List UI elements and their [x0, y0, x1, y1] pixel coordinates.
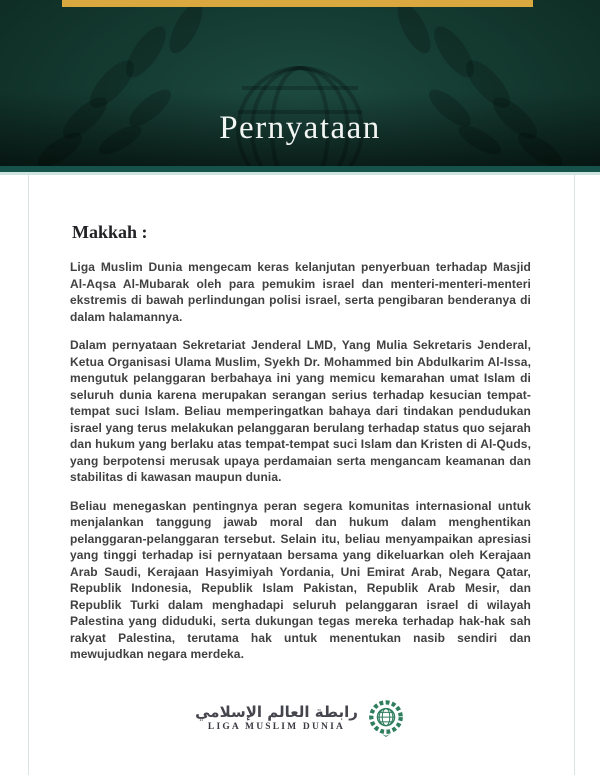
right-margin-rule: [574, 175, 575, 775]
page-title: Pernyataan: [219, 110, 381, 146]
organization-arabic-name: رابطة العالم الإسلامي: [195, 703, 358, 722]
left-margin-rule: [28, 175, 29, 775]
organization-latin-name: LIGA MUSLIM DUNIA: [207, 722, 346, 733]
header-banner: [0, 0, 600, 166]
gold-accent-bar: [62, 0, 533, 7]
globe-wreath-emblem-icon: [367, 699, 405, 739]
header-mint-line: [0, 172, 600, 175]
statement-paragraph: Dalam pernyataan Sekretariat Jenderal LMD, Yang Mulia Sekretaris Jenderal, Ketua Organisasi Ulama Muslim, Syekh Dr. Mohammed bin Abdulkarim Al-Issa, mengutuk pelanggaran berbahaya ini yang memicu kemarahan umat Islam di seluruh dunia karena merupakan serangan serius terhadap kesucian tempat-tempat suci Islam. Beliau memperingatkan bahaya dari tindakan pendudukan israel yang terus melakukan pelanggaran berulang terhadap status quo sejarah dan hukum yang berlaku atas tempat-tempat suci Islam dan Kristen di Al-Quds, yang berpotensi merusak upaya perdamaian serta mengancam keamanan dan stabilitas di kawasan maupun dunia.: [70, 338, 531, 484]
statement-paragraph: Liga Muslim Dunia mengecam keras kelanjutan penyerbuan terhadap Masjid Al-Aqsa Al-Mubarak oleh para pemukim israel dan menteri-menteri-menteri ekstremis di bawah perlindungan polisi israel, serta pengibaran benderanya di dalam halamannya.: [70, 260, 531, 324]
organization-logo: [0, 699, 600, 739]
dateline-heading: Makkah :: [72, 222, 148, 242]
organization-logo-text: [195, 705, 358, 733]
statement-body: [70, 222, 531, 675]
statement-paragraph: Beliau menegaskan pentingnya peran segera komunitas internasional untuk menjalankan tanggung jawab moral dan hukum dalam menghentikan pelanggaran-pelanggaran tersebut. Selain itu, beliau menyampaikan apresiasi yang tinggi terhadap isi pernyataan bersama yang dikeluarkan oleh Kerajaan Arab Saudi, Kerajaan Hasyimiyah Yordania, Uni Emirat Arab, Negara Qatar, Republik Indonesia, Republik Islam Pakistan, Republik Arab Mesir, dan Republik Turki dalam menghadapi seluruh pelanggaran israel di wilayah Palestina yang diduduki, serta dukungan tegas mereka terhadap hak-hak sah rakyat Palestina, terutama hak untuk menentukan nasib sendiri dan mewujudkan negara merdeka.: [70, 498, 531, 661]
